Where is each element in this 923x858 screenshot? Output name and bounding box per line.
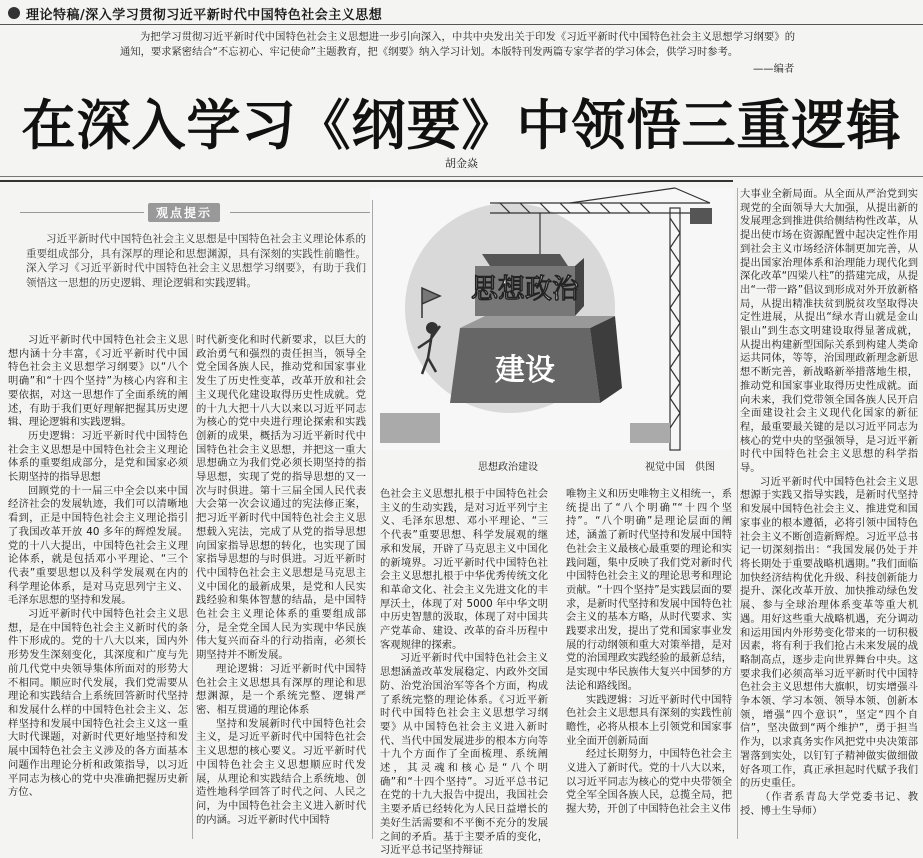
section-subhead: 历史逻辑：习近平新时代中国特色社会主义思想是中国特色社会主义理论体系的重要组成部分，是党和国家必须长期坚持的指导思想 xyxy=(8,429,188,484)
editor-note: 为把学习贯彻习近平新时代中国特色社会主义思想进一步引向深入，中共中央发出关于印发《习近平新时代中国特色社会主义思想学习纲要》的通知，要求紧密结合“不忘初心、牢记使命”主题教育，把《纲要》纳入学习计划。本版特刊发两篇专家学者的学习体会，供学习时参考。 xyxy=(120,31,795,58)
viewpoint-tag: 观点提示 xyxy=(148,203,220,222)
paragraph: 习近平新时代中国特色社会主义思想涵盖改革发展稳定、内政外交国防、治党治国治军等各个方面，构成了系统完整的理论体系。《习近平新时代中国特色社会主义思想学习纲要》从中国特色社会主义进入新时代、当代中国发展进步的根本方向等十九个方面作了全面梳理、系统阐述，其灵魂和核心是“八个明确”和“十四个坚持”。习近平总书记在党的十九大报告中提出，我国社会主要矛盾已经转化为人民日益增长的美好生活需要和不平衡不充分的发展之间的矛盾。基于主要矛盾的变化，习近平总书记坚持辩证 xyxy=(380,652,548,857)
author-bio: （作者系青岛大学党委书记、教授、博士生导师） xyxy=(740,790,918,817)
illustration xyxy=(370,188,734,450)
column-5 xyxy=(740,188,918,839)
paragraph: 回顾党的十一届三中全会以来中国经济社会的发展轨迹，我们可以清晰地看到，正是中国特色社会主义理论指引了我国改革开放 40 多年的辉煌发展。党的十八大提出，中国特色社会主义理论体系，就是包括邓小平理论、“三个代表”重要思想以及科学发展观在内的科学理论体系，是对马克思列宁主义、毛泽东思想的坚持和发展。 xyxy=(8,484,188,607)
paragraph: 习近平新时代中国特色社会主义思想，是在中国特色社会主义新时代的条件下形成的。党的十八大以来，国内外形势发生深刻变化，其深度和广度与先前几代党中央领导集体所面对的形势大不相同。顺应时代发展，我们党需要从理论和实践结合上系统回答新时代坚持和发展什么样的中国特色社会主义、怎样坚持和发展中国特色社会主义这一重大时代课题，对新时代更好地坚持和发展中国特色社会主义涉及的各方面基本问题作出理论分析和政策指导，以习近平同志为核心的党中央准确把握历史新方位、 xyxy=(8,608,188,799)
viewpoint-text: 习近平新时代中国特色社会主义思想是中国特色社会主义理论体系的重要组成部分，具有深厚的理论和思想渊源，具有深刻的实践性前瞻性。深入学习《习近平新时代中国特色社会主义思想学习纲要》，有助于我们领悟这一思想的历史逻辑、理论逻辑和实践逻辑。 xyxy=(26,233,366,289)
paragraph: 习近平新时代中国特色社会主义思想源于实践又指导实践，是新时代坚持和发展中国特色社会主义、推进党和国家事业的根本遵循，必将引领中国特色社会主义不断创造新辉煌。习近平总书记一切深刻指出：“我国发展仍处于并将长期处于重要战略机遇期。”我们面临加快经济结构优化升级、科技创新能力提升、深化改革开放、加快推动绿色发展、参与全球治理体系变革等重大机遇。用好这些重大战略机遇，充分调动和运用国内外形势变化带来的一切积极因素，将有利于我们抢占未来发展的战略制高点，逐步走向世界舞台中央。这要求我们必须高举习近平新时代中国特色社会主义思想伟大旗帜，切实增强斗争本领、学习本领、领导本领、创新本领，增强“四个意识”，坚定“四个自信”，坚决做到“两个维护”，勇于担当作为，以求真务实作风把党中央决策部署落到实处，以钉钉子精神做实做细做好各项工作，真正承担起时代赋予我们的历史重任。 xyxy=(740,475,918,790)
paragraph: 坚持和发展新时代中国特色社会主义，是习近平新时代中国特色社会主义思想的核心要义。习近平新时代中国特色社会主义思想顺应时代发展，从理论和实践结合上系统地、创造性地科学回答了时代之问、人民之问，为中国特色社会主义进入新时代的内涵。习近平新时代中国特 xyxy=(196,717,366,826)
column-2 xyxy=(196,334,366,839)
column-divider xyxy=(372,200,373,839)
paragraph: 唯物主义和历史唯物主义相统一，系统提出了“八个明确”“十四个坚持”。“八个明确”是理论层面的阐述，涵盖了新时代坚持和发展中国特色社会主义最核心最重要的理论和实践问题，集中反映了我们党对新时代中国特色社会主义的理论思考和理论贡献。“十四个坚持”是实践层面的要求，是新时代坚持和发展中国特色社会主义的基本方略，从时代要求、实践要求出发，提出了党和国家事业发展的行动纲领和重大对策举措，是对党的治国理政实践经验的最新总结，是实现中华民族伟大复兴中国梦的方法论和路线图。 xyxy=(566,488,732,692)
svg-text:思想政治: 思想政治 xyxy=(471,274,579,305)
illustration-credit: 视觉中国 供图 xyxy=(645,462,715,473)
article-headline: 在深入学习《纲要》中领悟三重逻辑 xyxy=(21,93,902,157)
paragraph: 色社会主义思想扎根于中国特色社会主义的生动实践，是对习近平列宁主义、毛泽东思想、邓小平理论、“三个代表”重要思想、科学发展观的继承和发展，开辟了马克思主义中国化的新境界。习近平新时代中国特色社会主义思想扎根于中华优秀传统文化和革命文化、社会主义先进文化的丰厚沃土，体现了对 5000 年中华文明中历史智慧的汲取，体现了对中国共产党革命、建设、改革的奋斗历程中客观规律的探索。 xyxy=(380,488,548,651)
board-block xyxy=(450,316,622,403)
paragraph: 大事业全新局面。从全面从严治党到实现党的全面领导大大加强，从提出新的发展理念到推进供给侧结构性改革，从提出使市场在资源配置中起决定性作用到社会主义市场经济体制更加完善，从提出国家治理体系和治理能力现代化到深化改革“四梁八柱”的搭建完成，从提出“一带一路”倡议到形成对外开放新格局，从提出精准扶贫到脱贫攻坚取得决定性进展，从提出“绿水青山就是金山银山”到生态文明建设取得显著成就，从提出构建新型国际关系到构建人类命运共同体，等等，治国理政新理念新思想不断完善，新战略新举措落地生根，推动党和国家事业取得历史性成就。面向未来，我们党带领全国各族人民开启全面建设社会主义现代化国家的新征程，最重要最关键的是以习近平同志为核心的党中央的坚强领导，是习近平新时代中国特色社会主义思想的科学指导。 xyxy=(740,188,918,475)
column-4 xyxy=(566,488,732,839)
crane-illustration xyxy=(370,188,734,450)
section-subhead: 实践逻辑：习近平新时代中国特色社会主义思想具有深刻的实践性前瞻性，必将从根本上引领党和国家事业全面开创新局面 xyxy=(566,693,732,747)
column-3 xyxy=(380,488,548,857)
divider xyxy=(0,176,923,177)
section-rubric: 理论特稿/深入学习贯彻习近平新时代中国特色社会主义思想 xyxy=(26,8,383,23)
paragraph: 经过长期努力，中国特色社会主义进入了新时代。党的十八大以来，以习近平同志为核心的党中央带领全党全军全国各族人民，总揽全局，把握大势，开创了中国特色社会主义伟 xyxy=(566,748,732,816)
editor-signature: ——编者 xyxy=(753,63,795,75)
svg-text:建设: 建设 xyxy=(495,353,555,388)
section-header xyxy=(0,0,923,26)
illustration-caption: 思想政治建设 xyxy=(478,462,538,473)
section-subhead: 理论逻辑：习近平新时代中国特色社会主义思想具有深厚的理论和思想渊源，是一个系统完整、逻辑严密、相互贯通的理论体系 xyxy=(196,662,366,716)
article-author: 胡金焱 xyxy=(445,157,478,170)
paragraph: 习近平新时代中国特色社会主义思想内涵十分丰富，《习近平新时代中国特色社会主义思想学习纲要》以“八个明确”和“十四个坚持”为核心内容和主要依据，对这一思想作了全面系统的阐述，有助于我们更好理解把握其历史逻辑、理论逻辑和实践逻辑。 xyxy=(8,334,188,429)
column-divider xyxy=(192,334,193,839)
column-divider xyxy=(737,188,738,839)
paragraph: 时代新变化和时代新要求，以巨大的政治勇气和强烈的责任担当，领导全党全国各族人民，推动党和国家事业发生了历史性变革，改革开放和社会主义现代化建设取得历史性成就。党的十九大把十八大以来以习近平同志为核心的党中央进行理论探索和实践创新的成果，概括为习近平新时代中国特色社会主义思想，并把这一重大思想确立为我们党必须长期坚持的指导思想，实现了党的指导思想的又一次与时俱进。第十三届全国人民代表大会第一次会议通过的宪法修正案，把习近平新时代中国特色社会主义思想载入宪法，完成了从党的指导思想向国家指导思想的转化，也实现了国家指导思想的与时俱进。习近平新时代中国特色社会主义思想是马克思主义中国化的最新成果，是党和人民实践经验和集体智慧的结晶，是中国特色社会主义理论体系的重要组成部分，是全党全国人民为实现中华民族伟大复兴而奋斗的行动指南，必须长期坚持并不断发展。 xyxy=(196,334,366,662)
header-rule xyxy=(0,24,923,25)
column-1 xyxy=(8,334,188,839)
divider-thick xyxy=(0,180,733,182)
viewpoint-rule-left xyxy=(20,212,144,213)
bullet-icon xyxy=(8,7,20,19)
viewpoint-rule-right xyxy=(230,212,370,213)
